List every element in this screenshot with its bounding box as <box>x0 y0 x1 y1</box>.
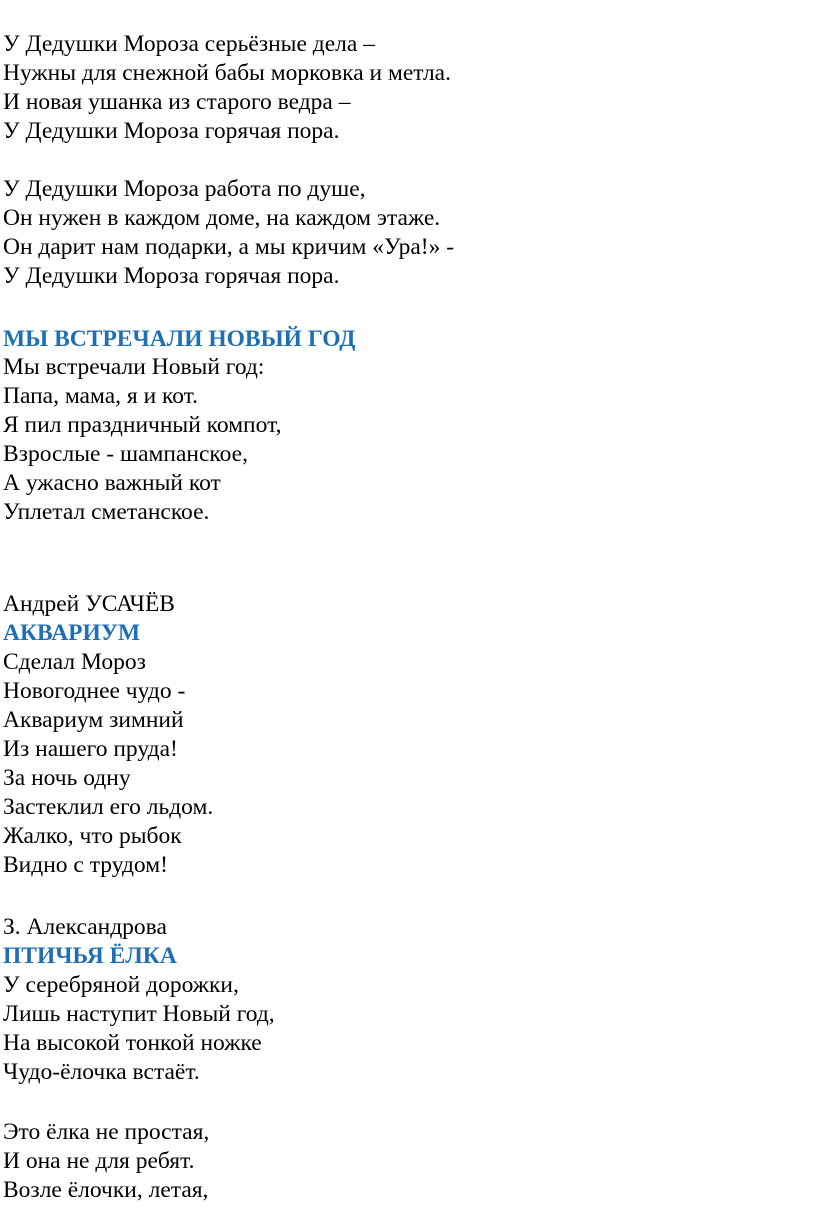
poem-author: З. Александрова <box>3 914 167 940</box>
poem-line: Жалко, что рыбок <box>3 823 182 849</box>
poem-line: У Дедушки Мороза горячая пора. <box>3 263 340 289</box>
poem-line: Нужны для снежной бабы морковка и метла. <box>3 60 451 86</box>
poem-line: И новая ушанка из старого ведра – <box>3 89 351 115</box>
poem-line: Он нужен в каждом доме, на каждом этаже. <box>3 205 441 231</box>
poem-line: Уплетал сметанское. <box>3 499 210 525</box>
poem-line: Чудо-ёлочка встаёт. <box>3 1059 200 1085</box>
poem-title: МЫ ВСТРЕЧАЛИ НОВЫЙ ГОД <box>3 326 356 352</box>
poem-line: Мы встречали Новый год: <box>3 354 265 380</box>
poem-line: Он дарит нам подарки, а мы кричим «Ура!» - <box>3 234 455 260</box>
poem-line: У серебряной дорожки, <box>3 972 239 998</box>
poem-line: Сделал Мороз <box>3 649 146 675</box>
poem-line: Из нашего пруда! <box>3 736 178 762</box>
poem-line: Застеклил его льдом. <box>3 794 214 820</box>
poem-line: Я пил праздничный компот, <box>3 412 282 438</box>
poem-line: Новогоднее чудо - <box>3 678 186 704</box>
poem-line: Возле ёлочки, летая, <box>3 1177 209 1203</box>
poem-line: Папа, мама, я и кот. <box>3 383 199 409</box>
poem-line: Видно с трудом! <box>3 852 168 878</box>
poem-title: ПТИЧЬЯ ЁЛКА <box>3 943 177 969</box>
poem-line: У Дедушки Мороза горячая пора. <box>3 118 340 144</box>
poem-line: У Дедушки Мороза работа по душе, <box>3 176 366 202</box>
poem-author: Андрей УСАЧЁВ <box>3 591 175 617</box>
poem-line: Лишь наступит Новый год, <box>3 1001 275 1027</box>
poem-line: А ужасно важный кот <box>3 470 221 496</box>
poem-line: За ночь одну <box>3 765 131 791</box>
poem-line: Аквариум зимний <box>3 707 184 733</box>
poem-line: На высокой тонкой ножке <box>3 1030 262 1056</box>
poem-line: У Дедушки Мороза серьёзные дела – <box>3 31 375 57</box>
poem-line: Взрослые - шампанское, <box>3 441 248 467</box>
poem-line: Это ёлка не простая, <box>3 1119 210 1145</box>
poem-title: АКВАРИУМ <box>3 620 141 646</box>
poem-line: И она не для ребят. <box>3 1148 195 1174</box>
